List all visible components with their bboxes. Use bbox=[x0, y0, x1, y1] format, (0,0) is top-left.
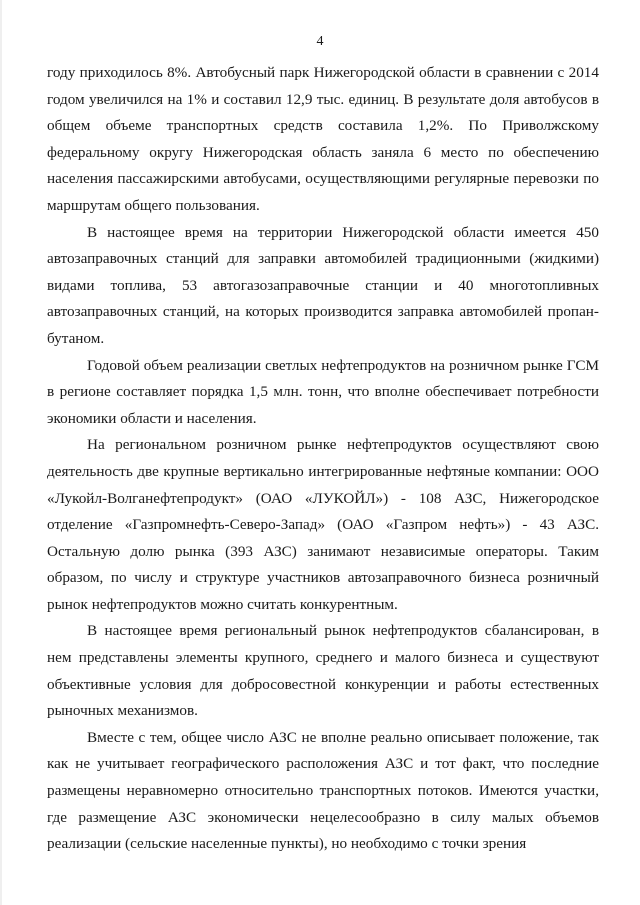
scan-edge bbox=[0, 0, 2, 905]
paragraph-fuel-stations: В настоящее время на территории Нижегородской области имеется 450 автозаправочных станций для заправки автомобилей традиционными (жидкими) видами топлива, 53 автогазозаправочные станции и 40 многотопливных автозаправочных станций, на которых производится заправка автомобилей пропан-бутаном. bbox=[47, 223, 599, 347]
paragraph-market-balance: В настоящее время региональный рынок нефтепродуктов сбалансирован, в нем представлены элементы крупного, среднего и малого бизнеса и существуют объективные условия для добросовестной конкуренции и работы естественных рыночных механизмов. bbox=[47, 622, 599, 720]
paragraph-oil-companies: На региональном розничном рынке нефтепродуктов осуществляют свою деятельность две крупные вертикально интегрированные нефтяные компании: ООО «Лукойл-Волганефтепродукт» (ОАО «ЛУКОЙЛ») - 108 АЗС, Нижегородское отделение «Газпромнефть-Северо-Запад» (ОАО «Газпром нефть») - 43 АЗС. Остальную долю рынка (393 АЗС) занимают независимые операторы. Таким образом, по числу и структуре участников автозаправочного бизнеса розничный рынок нефтепродуктов можно считать конкурентным. bbox=[47, 436, 599, 613]
paragraph-annual-volume: Годовой объем реализации светлых нефтепродуктов на розничном рынке ГСМ в регионе составляет порядка 1,5 млн. тонн, что вполне обеспечивает потребности экономики области и населения. bbox=[47, 356, 599, 427]
paragraph-bus-fleet: году приходилось 8%. Автобусный парк Нижегородской области в сравнении с 2014 годом увеличился на 1% и составил 12,9 тыс. единиц. В результате доля автобусов в общем объеме транспортных средств составила 1,2%. По Приволжскому федеральному округу Нижегородская область заняла 6 место по обеспечению населения пассажирскими автобусами, осуществляющими регулярные перевозки по маршрутам общего пользования. bbox=[47, 64, 599, 214]
paragraph-station-distribution: Вместе с тем, общее число АЗС не вполне реально описывает положение, так как не учитывает географического расположения АЗС и тот факт, что последние размещены неравномерно относительно транспортных потоков. Имеются участки, где размещение АЗС экономически нецелесообразно в силу малых объемов реализации (сельские населенные пункты), но необходимо с точки зрения bbox=[47, 728, 599, 853]
page-number: 4 bbox=[316, 34, 324, 49]
document-body bbox=[47, 60, 599, 858]
